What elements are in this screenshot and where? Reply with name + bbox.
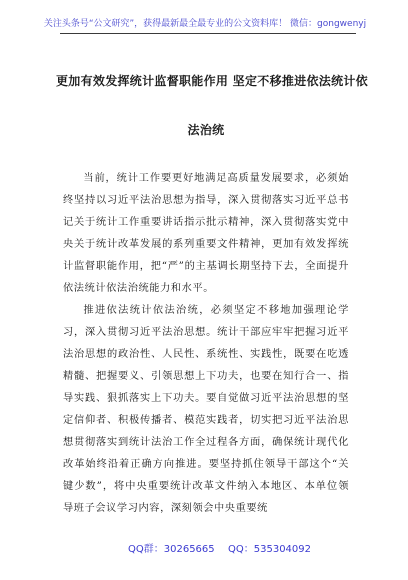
- body-paragraph-2: 推进依法统计依法治统，必须坚定不移地加强理论学习，深入贯彻习近平法治思想。统计干部应牢牢把握习近平法治思想的政治性、人民性、系统性、实践性，既要在吃透精髓、把握要义、引领思想上下功夫，也要在知行合一、指导实践、狠抓落实上下功夫。要自觉做习近平法治思想的坚定信仰者、积极传播者、模范实践者，切实把习近平法治思想贯彻落实到统计法治工作全过程各方面，确保统计现代化改革始终沿着正确方向推进。要坚持抓住领导干部这个“关键少数”，将中央重要统计改革文件纳入本地区、本单位领导班子会议学习内容，深刻领会中央重要统: [63, 305, 349, 514]
- body-paragraph-1: 当前，统计工作要更好地满足高质量发展要求，必须始终坚持以习近平法治思想为指导，深入贯彻落实习近平总书记关于统计工作重要讲话指示批示精神，深入贯彻落实党中央关于统计改革发展的系列重要文件精神，更加有效发挥统计监督职能作用，把“严”的主基调长期坚持下去，全面提升依法统计依法治统能力和水平。: [63, 173, 349, 294]
- document-title-line-2: 法治统: [187, 123, 225, 137]
- footer-qq-group: QQ群：30265665: [128, 544, 215, 555]
- document-body: [63, 168, 349, 520]
- footer-qq-number: QQ：535304092: [228, 544, 312, 555]
- document-title-line-1: 更加有效发挥统计监督职能作用 坚定不移推进依法统计依: [56, 74, 368, 88]
- header-divider: [60, 33, 356, 34]
- header-promo-note: 关注头条号“公文研究”，获得最新最全最专业的公文资料库！ 微信：gongwenyj: [43, 19, 367, 29]
